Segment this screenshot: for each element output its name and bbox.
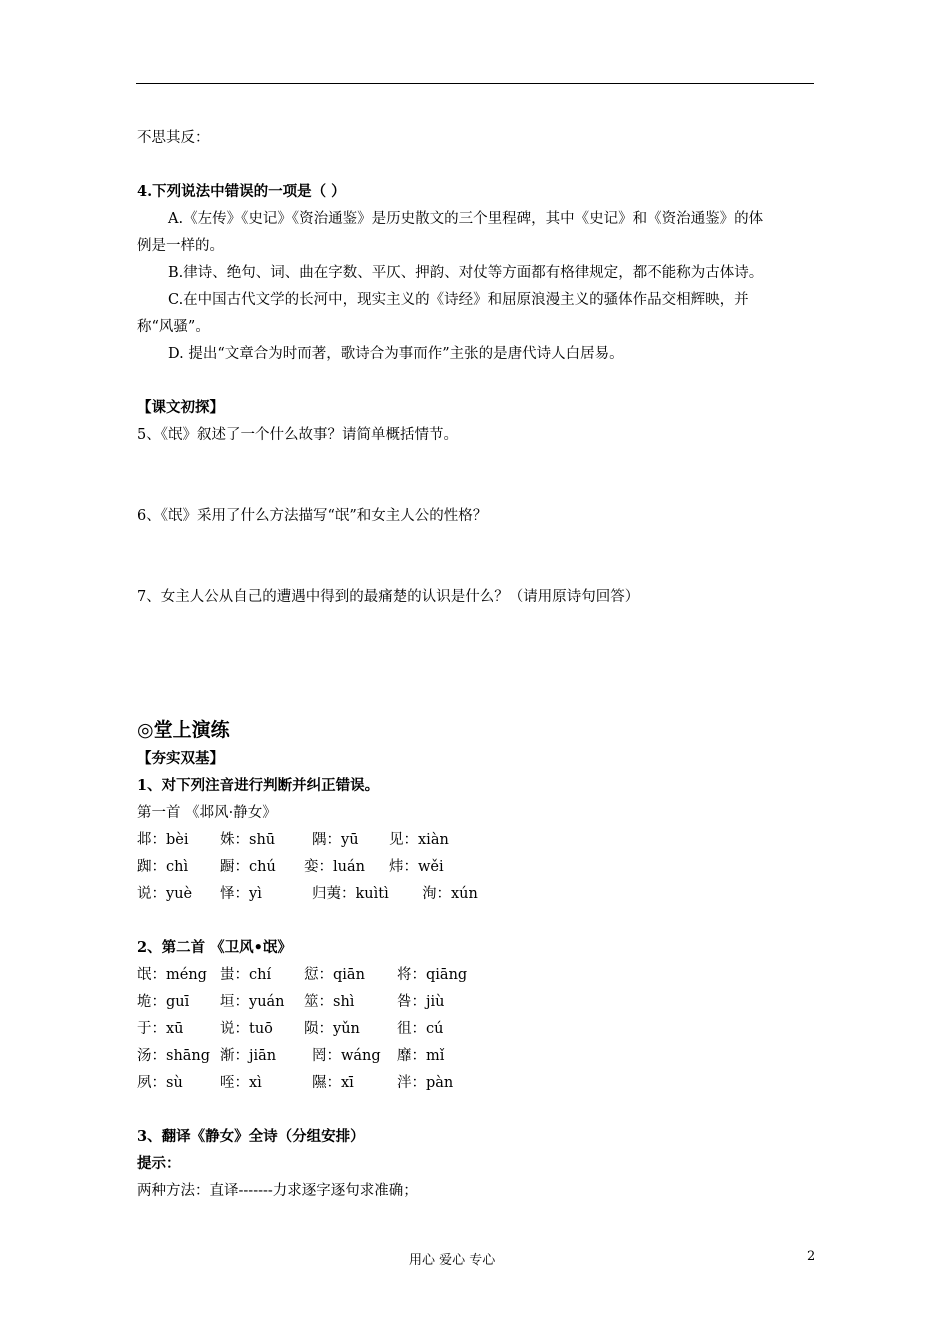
- pinyin-cell: 娈：luán: [304, 859, 365, 875]
- question-7: 7、女主人公从自己的遭遇中得到的最痛楚的认识是什么？（请用原诗句回答）: [137, 589, 640, 605]
- pinyin-cell: 咥：xì: [220, 1075, 262, 1091]
- pinyin-cell: 蚩：chí: [220, 967, 272, 983]
- option-b: B.律诗、绝句、词、曲在字数、平仄、押韵、对仗等方面都有格律规定，都不能称为古体诗。: [168, 265, 764, 281]
- section-title: ◎堂上演练: [137, 719, 230, 741]
- pinyin-cell: 洵：xún: [422, 886, 478, 902]
- option-c-cont: 称“风骚”。: [137, 319, 210, 335]
- option-a-cont: 例是一样的。: [137, 238, 224, 254]
- pinyin-cell: 氓：méng: [137, 967, 207, 983]
- question-6: 6、《氓》采用了什么方法描写“氓”和女主人公的性格？: [137, 508, 488, 524]
- text-line: 不思其反：: [137, 130, 210, 146]
- pinyin-cell: 垣：yuán: [220, 994, 285, 1010]
- pinyin-cell: 说：yuè: [137, 886, 193, 902]
- option-c: C.在中国古代文学的长河中，现实主义的《诗经》和屈原浪漫主义的骚体作品交相辉映，并: [168, 292, 749, 308]
- option-a: A.《左传》《史记》《资治通鉴》是历史散文的三个里程碑，其中《史记》和《资治通鉴》的体: [168, 211, 764, 227]
- pinyin-cell: 于：xū: [137, 1021, 184, 1037]
- pinyin-cell: 罔：wáng: [312, 1048, 381, 1064]
- tip-label: 提示：: [137, 1155, 181, 1172]
- pinyin-cell: 归荑：kuìtì: [312, 886, 389, 902]
- pinyin-cell: 汤：shāng: [137, 1048, 211, 1064]
- exercise-2: 2、第二首 《卫风•氓》: [137, 939, 292, 956]
- pinyin-cell: 筮：shì: [304, 994, 355, 1010]
- pinyin-cell: 踟：chì: [137, 859, 189, 875]
- pinyin-cell: 隅：yū: [312, 832, 359, 848]
- pinyin-cell: 泮：pàn: [397, 1075, 454, 1091]
- pinyin-cell: 怿：yì: [220, 886, 262, 902]
- pinyin-cell: 邶：bèi: [137, 832, 189, 848]
- question-5: 5、《氓》叙述了一个什么故事？请简单概括情节。: [137, 427, 458, 443]
- poem-title: 第一首 《邶风·静女》: [137, 805, 277, 821]
- pinyin-cell: 咎：jiù: [397, 994, 445, 1010]
- pinyin-cell: 见：xiàn: [389, 832, 449, 848]
- header-rule: [136, 83, 814, 84]
- question-4: 4.下列说法中错误的一项是（ ）: [137, 183, 346, 200]
- pinyin-cell: 蹰：chú: [220, 859, 276, 875]
- page-number: 2: [807, 1249, 816, 1264]
- pinyin-cell: 徂：cú: [397, 1021, 444, 1037]
- pinyin-cell: 说：tuō: [220, 1021, 273, 1037]
- pinyin-cell: 炜：wěi: [389, 859, 444, 875]
- pinyin-cell: 愆：qiān: [304, 967, 365, 983]
- exercise-3: 3、翻译《静女》全诗（分组安排）: [137, 1128, 365, 1145]
- pinyin-cell: 垝：guī: [137, 994, 190, 1010]
- pinyin-cell: 隰：xī: [312, 1075, 354, 1091]
- pinyin-cell: 夙：sù: [137, 1075, 183, 1091]
- method-line: 两种方法：直译-------力求逐字逐句求准确；: [137, 1183, 418, 1199]
- section-heading: 【课文初探】: [137, 399, 224, 416]
- section-heading: 【夯实双基】: [137, 750, 224, 767]
- option-d: D. 提出“文章合为时而著，歌诗合为事而作”主张的是唐代诗人白居易。: [168, 346, 624, 362]
- pinyin-cell: 陨：yǔn: [304, 1021, 360, 1037]
- pinyin-cell: 将：qiāng: [397, 967, 468, 983]
- page-footer: 用心 爱心 专心: [409, 1253, 496, 1268]
- pinyin-cell: 姝：shū: [220, 832, 276, 848]
- pinyin-cell: 靡：mǐ: [397, 1048, 445, 1064]
- pinyin-cell: 渐：jiān: [220, 1048, 277, 1064]
- exercise-1: 1、对下列注音进行判断并纠正错误。: [137, 777, 380, 794]
